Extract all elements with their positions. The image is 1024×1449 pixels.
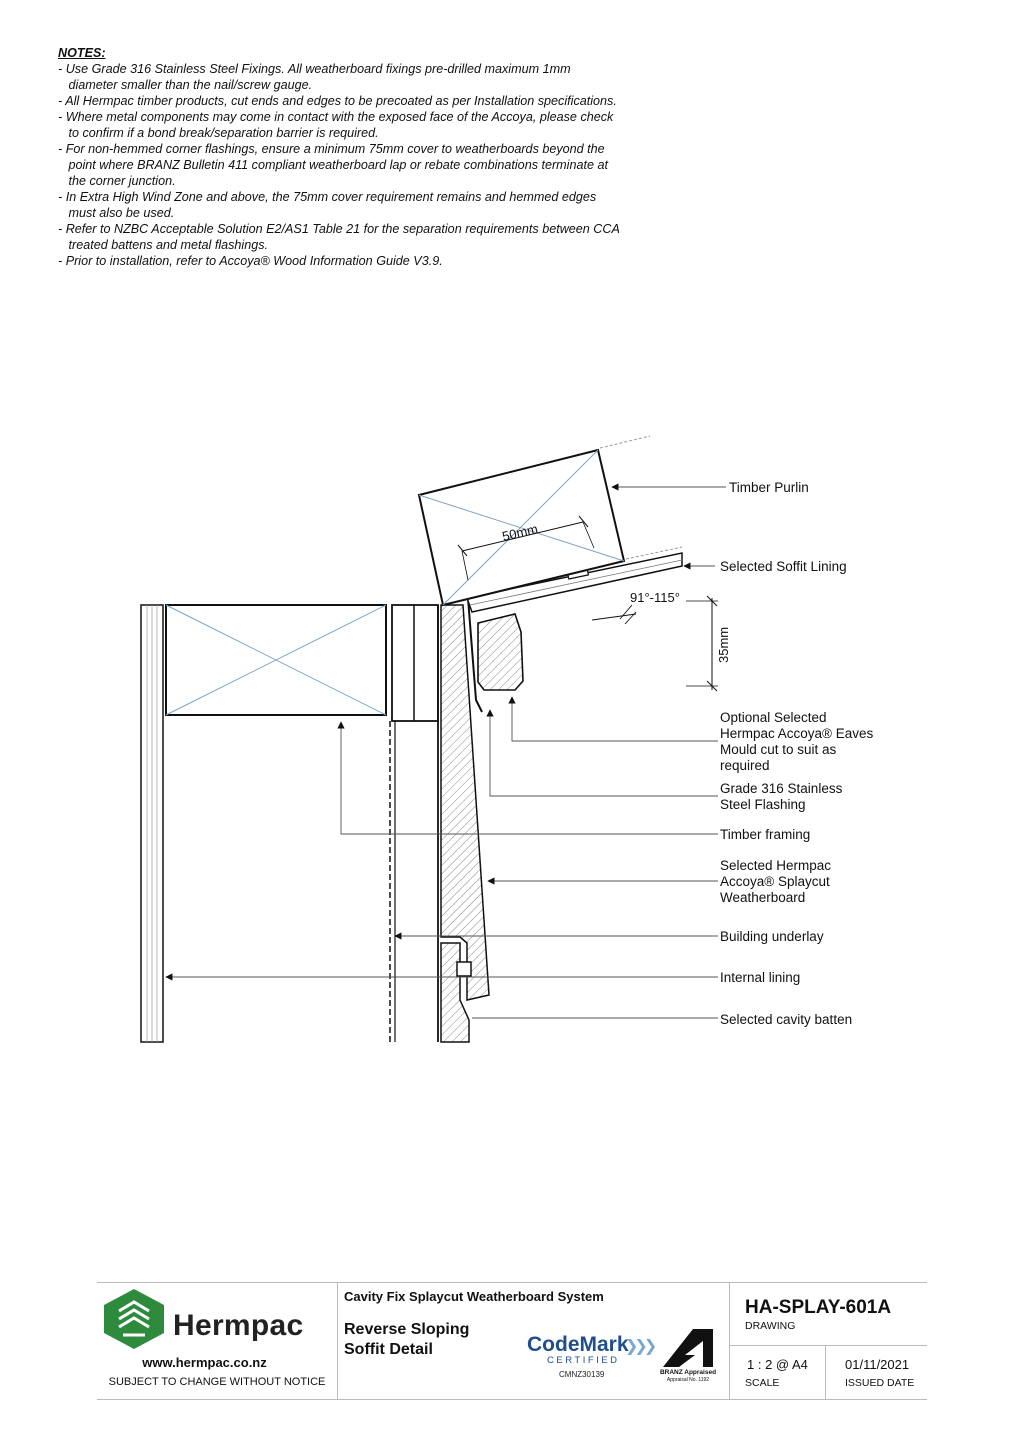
scale-value: 1 : 2 @ A4 — [747, 1357, 808, 1372]
label-eaves-mould-2: Hermpac Accoya® Eaves — [720, 726, 874, 741]
divider — [337, 1283, 338, 1399]
angle-text: 91°-115° — [630, 590, 680, 605]
label-building-underlay: Building underlay — [720, 929, 824, 944]
branz-sub: Appraisal No. 1192 — [666, 1377, 710, 1383]
note-line: - Prior to installation, refer to Accoya® Wood Information Guide V3.9. — [58, 254, 443, 268]
note-line: the corner junction. — [58, 174, 176, 188]
label-eaves-mould-3: Mould cut to suit as — [720, 742, 837, 757]
note-line: diameter smaller than the nail/screw gauge. — [58, 78, 313, 92]
purlin-width-text: 50mm — [500, 521, 540, 544]
branz-appraised-icon — [657, 1325, 719, 1369]
title-block — [97, 1282, 927, 1400]
divider — [729, 1345, 927, 1346]
label-timber-framing: Timber framing — [720, 827, 811, 842]
angle-dimension — [592, 590, 680, 624]
issued-date-label: ISSUED DATE — [845, 1377, 915, 1389]
website-link[interactable]: www.hermpac.co.nz — [142, 1355, 267, 1370]
note-line: point where BRANZ Bulletin 411 compliant weatherboard lap or rebate combinations terminate at — [58, 158, 608, 172]
label-soffit-lining: Selected Soffit Lining — [720, 559, 847, 574]
label-weatherboard-1: Selected Hermpac — [720, 858, 832, 873]
notes-title: NOTES: — [58, 46, 106, 60]
brand-name: Hermpac — [173, 1309, 304, 1342]
mould-height-dimension — [686, 596, 731, 691]
stud-framing — [390, 605, 438, 1042]
label-weatherboard-3: Weatherboard — [720, 890, 806, 905]
eaves-mould — [478, 614, 523, 690]
note-line: treated battens and metal flashings. — [58, 238, 269, 252]
note-line: - All Hermpac timber products, cut ends and edges to be precoated as per Installation specifications. — [58, 94, 617, 108]
cavity-batten — [457, 962, 471, 976]
label-timber-purlin: Timber Purlin — [729, 480, 809, 495]
label-eaves-mould-4: required — [720, 758, 770, 773]
codemark-code: CMNZ30139 — [559, 1370, 605, 1379]
note-line: - Use Grade 316 Stainless Steel Fixings. All weatherboard fixings pre-drilled maximum 1mm — [58, 62, 571, 76]
section-drawing — [0, 420, 1024, 1060]
timber-purlin — [419, 436, 682, 605]
label-flashing-1: Grade 316 Stainless — [720, 781, 843, 796]
note-line: to confirm if a bond break/separation barrier is required. — [58, 126, 379, 140]
hermpac-logo-icon — [101, 1287, 167, 1351]
note-line: - Refer to NZBC Acceptable Solution E2/AS1 Table 21 for the separation requirements between CCA — [58, 222, 620, 236]
scale-label: SCALE — [745, 1377, 780, 1389]
codemark-certified: CERTIFIED — [547, 1355, 620, 1366]
codemark-arrows-icon: ❯❯❯ — [625, 1338, 654, 1355]
hermpac-logo — [101, 1287, 316, 1351]
codemark-word: CodeMark — [527, 1333, 629, 1356]
system-title: Cavity Fix Splaycut Weatherboard System — [344, 1289, 604, 1304]
timber-framing — [166, 605, 386, 715]
label-eaves-mould-1: Optional Selected — [720, 710, 827, 725]
branz-logo — [657, 1325, 719, 1385]
drawing-title-line1: Reverse Sloping — [344, 1321, 470, 1338]
label-weatherboard-2: Accoya® Splaycut — [720, 874, 830, 889]
note-line: must also be used. — [58, 206, 175, 220]
drawing-number: HA-SPLAY-601A — [745, 1297, 892, 1318]
branz-text: BRANZ Appraised — [659, 1369, 717, 1376]
drawing-number-label: DRAWING — [745, 1320, 796, 1332]
issued-date: 01/11/2021 — [845, 1357, 910, 1372]
disclaimer-text: SUBJECT TO CHANGE WITHOUT NOTICE — [108, 1376, 326, 1388]
codemark-logo — [525, 1333, 654, 1381]
divider — [729, 1283, 730, 1399]
label-flashing-2: Steel Flashing — [720, 797, 806, 812]
drawing-title-line2: Soffit Detail — [344, 1341, 433, 1358]
note-line: - In Extra High Wind Zone and above, the 75mm cover requirement remains and hemmed edges — [58, 190, 597, 204]
note-line: - Where metal components may come in contact with the exposed face of the Accoya, please check — [58, 110, 614, 124]
label-cavity-batten: Selected cavity batten — [720, 1012, 853, 1027]
internal-lining — [141, 605, 163, 1042]
note-line: - For non-hemmed corner flashings, ensure a minimum 75mm cover to weatherboards beyond the — [58, 142, 605, 156]
label-internal-lining: Internal lining — [720, 970, 801, 985]
divider — [825, 1345, 826, 1399]
mould-height-text: 35mm — [716, 626, 731, 663]
notes-block — [58, 45, 718, 269]
